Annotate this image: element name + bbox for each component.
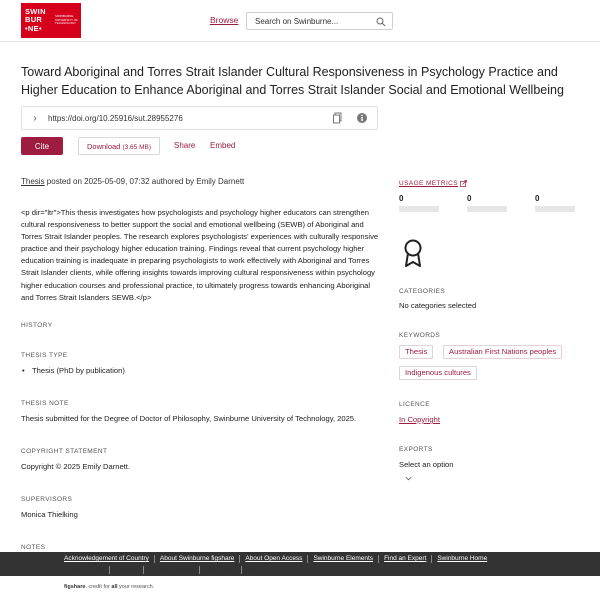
copy-icon[interactable] [331,111,345,125]
item-description: <p dir="ltr">This thesis investigates how psychologists and psychology higher educators can strengthen cultural responsiveness to better support the social and emotional wellbeing (SEWB) of Aboriginal and Torres Strait Islander peoples. The research explores psychologists' experiences with culturally responsive practice and their psychology higher education training. Findings reveal that current psychology higher education training is inadequate in preparing psychologists to work effectively with Aboriginal and Torres Strait Islander clients, while offering insights towards improving cultural responsiveness within psychology higher education courses and professional practice, to ultimately progress towards enhancing Aboriginal and Torres Strait Islanders SEWB.</p> [21,208,379,302]
logo-line: •NE• [25,23,42,33]
copyright-value: Copyright © 2025 Emily Darnett. [21,462,131,471]
footer-link-contact[interactable]: Contact [109,566,142,574]
footer-link-open-access[interactable]: About Open Access [239,555,307,563]
footer-link-privacy[interactable]: Privacy Policy [64,566,105,573]
search-icon[interactable] [376,17,386,27]
usage-metrics-link[interactable]: USAGE METRICS [399,180,459,187]
cite-button[interactable]: Cite [21,137,63,155]
download-size: (3.65 MB) [122,143,151,151]
credit-text: . credit for [85,584,110,590]
metric-value: 0 [467,194,472,203]
doi-url[interactable]: https://doi.org/10.25916/sut.28955276 [48,113,183,123]
footer-link-about-figshare[interactable]: About Swinburne figshare [154,555,239,563]
exports-label: EXPORTS [399,446,433,453]
award-badge-icon [402,238,424,268]
footer-link-find-expert[interactable]: Find an Expert [378,555,431,563]
footer-links-row-2 [64,566,276,574]
item-title: Toward Aboriginal and Torres Strait Islander Cultural Responsiveness in Psychology Practice and Higher Education to Enhance Aboriginal and Torres Strait Islander Social and Emotional Wellbeing [21,65,564,97]
footer-link-acknowledgement[interactable]: Acknowledgement of Country [64,555,149,562]
notes-label: NOTES [21,544,46,551]
keyword-tag[interactable]: Thesis [399,345,433,359]
download-button[interactable] [78,137,160,155]
keyword-tag[interactable]: Australian First Nations peoples [443,345,562,359]
browse-link[interactable]: Browse [210,15,239,25]
thesis-type-value: • Thesis (PhD by publication) [32,366,125,375]
credit-bold: all [111,584,118,590]
header-divider [0,41,600,42]
exports-select[interactable]: Select an option [399,460,454,469]
footer-link-home[interactable]: Swinburne Home [431,555,492,563]
posted-text: posted on 2025-05-09, 07:32 authored by Emily Darnett [46,177,245,186]
footer-link-elements[interactable]: Swinburne Elements [307,555,378,563]
metric-citations [535,194,575,212]
item-type-link[interactable]: Thesis [21,177,45,186]
chevron-right-icon[interactable]: › [33,112,37,124]
figshare-brand[interactable]: figshare [64,584,86,590]
swinburne-logo[interactable] [21,3,81,38]
footer-links-row-1 [64,555,492,563]
search-input[interactable] [255,17,375,26]
metric-bar [535,206,575,212]
footer-link-disclaimer[interactable]: Disclaimer [199,566,240,574]
licence-label: LICENCE [399,401,430,408]
item-meta [21,177,244,186]
copyright-label: COPYRIGHT STATEMENT [21,448,108,455]
external-link-icon[interactable] [460,180,467,187]
logo-line: BUR [25,15,43,25]
credit-end: your research. [119,584,155,590]
supervisors-label: SUPERVISORS [21,496,73,503]
footer-link-cookies[interactable]: Cookie Settings [143,566,200,574]
keyword-tag[interactable]: Indigenous cultures [399,366,477,380]
figshare-credit [64,584,154,590]
logo-wordmark [21,8,55,34]
share-link[interactable]: Share [174,141,196,150]
search-box[interactable] [246,12,393,30]
categories-value: No categories selected [399,301,477,310]
keywords-label: KEYWORDS [399,332,441,339]
metric-bar [467,206,507,212]
categories-label: CATEGORIES [399,288,446,295]
metric-views [399,194,439,212]
thesis-note-label: THESIS NOTE [21,400,69,407]
metric-downloads [467,194,507,212]
metric-bar [399,206,439,212]
download-label: Download [87,141,121,151]
doi-box [21,106,378,130]
licence-link[interactable]: In Copyright [399,415,440,424]
metric-value: 0 [535,194,540,203]
logo-subtext: SWINBURNE UNIVERSITY OF TECHNOLOGY [55,14,78,26]
thesis-note-value: Thesis submitted for the Degree of Doctor of Philosophy, Swinburne University of Technology, 2025. [21,414,357,423]
chevron-down-icon[interactable] [405,475,412,482]
history-label: HISTORY [21,322,53,329]
thesis-type-label: THESIS TYPE [21,352,68,359]
metric-value: 0 [399,194,404,203]
footer-link-sitemap[interactable]: Sitemap [241,566,276,574]
logo-line: SWIN [25,6,46,16]
supervisors-value: Monica Thielking [21,510,78,519]
embed-link[interactable]: Embed [210,141,236,150]
info-icon[interactable] [355,111,369,125]
